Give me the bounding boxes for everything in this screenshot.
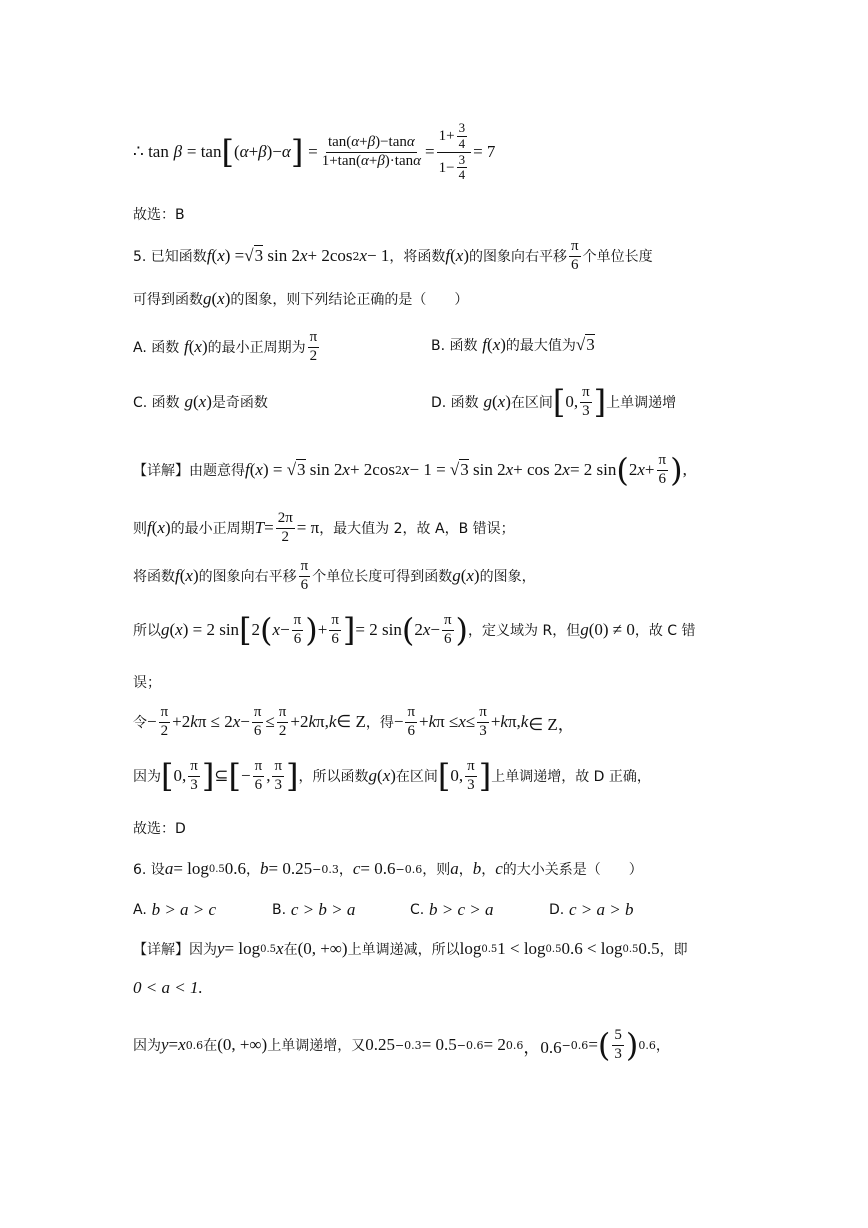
sol5-line4: 所以 g ( x ) = 2 sin [ 2 ( x − $\frac{\pi}{6}$ ) + $\frac{\pi}{6}$ ] = 2 sin ( 2 x − $\frac{\pi}{6}$ ) ，定义域为 R，但 g (0) ≠ 0 ，故 C 错 bbox=[133, 611, 696, 649]
q5-option-a: A. 函数 f ( x ) 的最小正周期为 $\frac{\pi}{2}$ bbox=[133, 329, 318, 364]
q5-stem-line2: 可得到函数 g ( x ) 的图象，则下列结论正确的是（ ） bbox=[133, 289, 469, 308]
answer-q4: 故选：B bbox=[133, 207, 185, 223]
tan-beta-formula: ∴ tan β = tan [ ( α + β )− α ] = $\frac{\tan(\alpha+\beta)-\tan\alpha}{1+\tan(\alpha+\beta)\cdot\tan\alpha}$ = 1+ $\frac{3}{4}$ 1− $\frac{3}{4}$ = 7 bbox=[133, 119, 496, 183]
q5-stem-line1: 5. 已知函数 f ( x ) = √3 sin 2 x + 2cos 2 x − 1 ，将函数 f ( x ) 的图象向右平移 $\frac{\pi}{6}$ 个单位长度 bbox=[133, 238, 653, 273]
q6-option-b: B. c > b > a bbox=[272, 900, 356, 919]
q6-option-c: C. b > c > a bbox=[410, 900, 494, 919]
q6-stem: 6. 设 a = log 0.5 0.6 ， b = 0.25 −0.3 ， c = 0.6 −0.6 ，则 a ， b ， c 的大小关系是（ ） bbox=[133, 859, 643, 878]
sol5-line3: 将函数 f ( x ) 的图象向右平移 $\frac{\pi}{6}$ 个单位长度可得到函数 g ( x ) 的图象， bbox=[133, 558, 536, 593]
q6-option-d: D. c > a > b bbox=[549, 900, 634, 919]
sol5-line7: 因为 [ 0, $\frac{\pi}{3}$ ] ⊆ [ − $\frac{\pi}{6}$ , $\frac{\pi}{3}$ ] ，所以函数 g ( x ) 在区间 [ 0, $\frac{\pi}{3}$ ] 上单调递增，故 D 正确， bbox=[133, 757, 651, 795]
sol6-line2: 0 < a < 1. bbox=[133, 978, 203, 997]
q5-option-d: D. 函数 g ( x ) 在区间 [ 0, $\frac{\pi}{3}$ ] 上单调递增 bbox=[431, 383, 677, 421]
q5-option-c: C. 函数 g ( x ) 是奇函数 bbox=[133, 392, 268, 411]
sol6-line3: 因为 y = x 0.6 在 (0, +∞) 上单调递增，又 0.25 −0.3 = 0.5 −0.6 = 2 0.6 ，0.6 −0.6 = ( $\frac{5}{3}$ ) 0.6 ， bbox=[133, 1026, 670, 1064]
q5-option-b: B. 函数 f ( x ) 的最大值为 √3 bbox=[431, 335, 595, 354]
sol5-line6: 令 − $\frac{\pi}{2}$ +2 k π ≤ 2 x − $\frac{\pi}{6}$ ≤ $\frac{\pi}{2}$ +2 k π, k ∈ Z ，得 − $\frac{\pi}{6}$ + k π ≤ x ≤ $\frac{\pi}{3}$ + k π, k ∈ Z， bbox=[133, 704, 575, 739]
q6-option-a: A. b > a > c bbox=[133, 900, 217, 919]
answer-q5: 故选：D bbox=[133, 821, 186, 837]
sol5-line5: 误； bbox=[133, 675, 161, 691]
sol5-line2: 则 f ( x ) 的最小正周期 T = $\frac{2\pi}{2}$ = π ，最大值为 2，故 A，B 错误； bbox=[133, 510, 515, 545]
sol5-line1: 【详解】由题意得 f ( x ) = √3 sin 2 x + 2cos 2 x − 1 = √3 sin 2 x + cos 2 x = 2 sin ( 2 x + $\frac{\pi}{6}$ ) , bbox=[133, 451, 687, 489]
sol6-line1: 【详解】因为 y = log 0.5 x 在 (0, +∞) 上单调递减，所以 log 0.5 1 < log 0.5 0.6 < log 0.5 0.5 ，即 bbox=[133, 939, 688, 958]
